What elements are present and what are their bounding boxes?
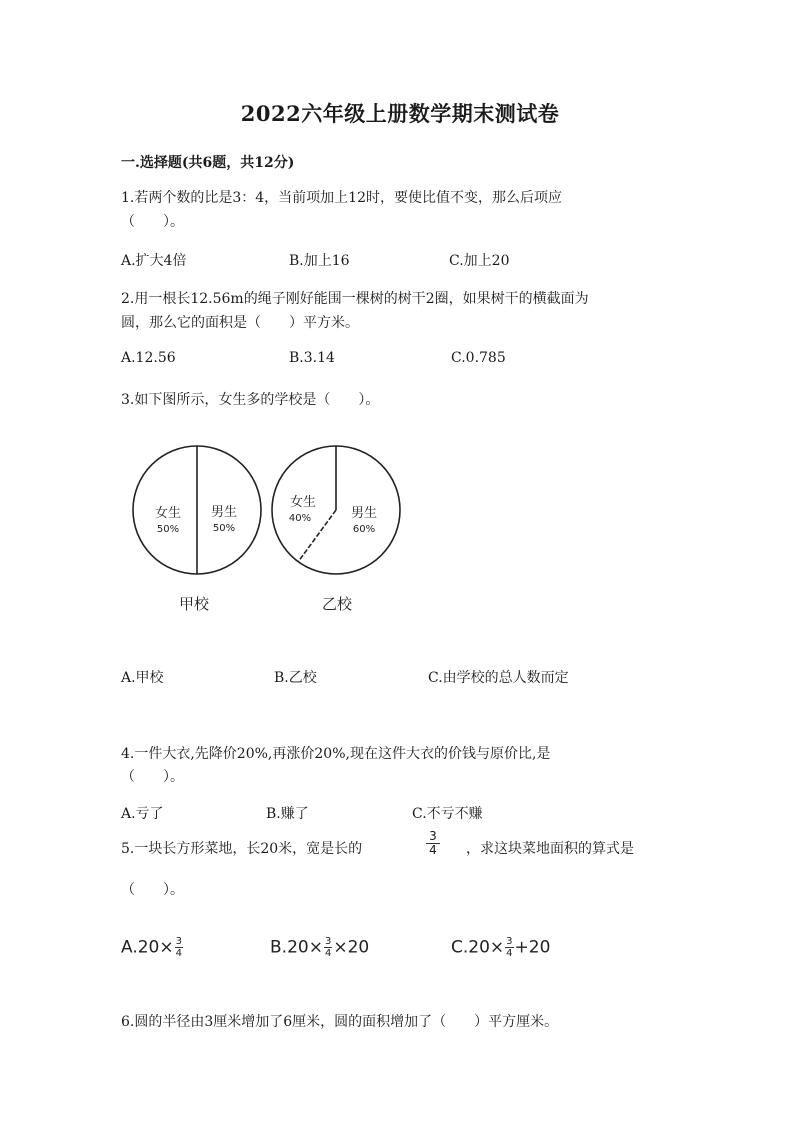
q5-option-c-den: 4 bbox=[506, 948, 513, 959]
q3-option-a: A.甲校 bbox=[121, 670, 164, 686]
school-b-girls-label: 女生 bbox=[289, 495, 317, 510]
q5-option-b-den: 4 bbox=[324, 948, 332, 959]
school-a-girls-label: 女生 bbox=[154, 506, 182, 521]
q5-option-c-prefix: C.20× bbox=[451, 937, 505, 958]
q5-option-a-prefix: A.20× bbox=[121, 937, 174, 958]
q5-option-c-fraction bbox=[505, 936, 513, 959]
q6-text-line1: 6.圆的半径由3厘米增加了6厘米，圆的面积增加了（ ）平方厘米。 bbox=[121, 1014, 559, 1030]
q3-text-line1: 3.如下图所示，女生多的学校是（ ）。 bbox=[121, 392, 380, 408]
school-b-boys-label: 男生 bbox=[350, 506, 378, 521]
q5-text-line1-b: ，求这块菜地面积的算式是 bbox=[466, 841, 634, 857]
q4-option-a: A.亏了 bbox=[121, 806, 164, 822]
q5-option-b-suffix: ×20 bbox=[333, 937, 370, 958]
q2-option-a: A.12.56 bbox=[121, 350, 176, 366]
q1-option-a: A.扩大4倍 bbox=[121, 253, 187, 269]
q1-option-c: C.加上20 bbox=[449, 253, 510, 269]
q1-text-line2: （ ）。 bbox=[121, 214, 184, 230]
q5-option-b-prefix: B.20× bbox=[270, 937, 323, 958]
pie-figure bbox=[120, 440, 420, 620]
q2-option-b: B.3.14 bbox=[289, 350, 335, 366]
q5-option-b-fraction bbox=[324, 936, 332, 959]
school-a-girls-pct: 50% bbox=[156, 524, 180, 535]
school-b-boys-pct: 60% bbox=[352, 524, 376, 535]
q2-option-c: C.0.785 bbox=[451, 350, 506, 366]
q5-option-c-suffix: +20 bbox=[514, 937, 551, 958]
q5-fraction-denominator: 4 bbox=[429, 843, 437, 857]
school-b-girls-pct: 40% bbox=[288, 513, 312, 524]
q2-text-line1: 2.用一根长12.56m的绳子刚好能围一棵树的树干2圈，如果树干的横截面为 bbox=[121, 291, 589, 307]
q4-text-line2: （ ）。 bbox=[121, 769, 184, 785]
q5-option-b bbox=[270, 936, 369, 959]
q5-option-b-num: 3 bbox=[324, 936, 332, 947]
school-a-boys-pct: 50% bbox=[212, 523, 236, 534]
school-b-name: 乙校 bbox=[321, 595, 353, 613]
q5-text-line2: （ ）。 bbox=[121, 882, 184, 898]
q5-option-a bbox=[121, 936, 184, 959]
q5-option-a-num: 3 bbox=[175, 936, 182, 947]
q3-option-b: B.乙校 bbox=[274, 670, 317, 686]
q4-text-line1: 4.一件大衣,先降价20%,再涨价20%,现在这件大衣的价钱与原价比,是 bbox=[121, 746, 551, 762]
section-heading: 一.选择题(共6题，共12分) bbox=[121, 155, 295, 171]
q5-fraction bbox=[426, 830, 440, 857]
q5-option-a-den: 4 bbox=[175, 948, 182, 959]
school-a-name: 甲校 bbox=[178, 595, 210, 613]
q1-text-line1: 1.若两个数的比是3：4，当前项加上12时，要使比值不变，那么后项应 bbox=[121, 190, 562, 206]
q5-option-c-num: 3 bbox=[506, 936, 513, 947]
page-title: 2022六年级上册数学期末测试卷 bbox=[240, 101, 560, 126]
q5-option-c bbox=[451, 936, 550, 959]
q3-option-c: C.由学校的总人数而定 bbox=[428, 670, 569, 686]
school-a-boys-label: 男生 bbox=[210, 505, 238, 520]
q5-text-line1-a: 5.一块长方形菜地，长20米，宽是长的 bbox=[121, 841, 363, 857]
q2-text-line2: 圆，那么它的面积是（ ）平方米。 bbox=[121, 315, 359, 331]
q5-option-a-fraction bbox=[175, 936, 183, 959]
q5-fraction-numerator: 3 bbox=[426, 830, 440, 844]
q1-option-b: B.加上16 bbox=[289, 253, 350, 269]
q4-option-c: C.不亏不赚 bbox=[412, 806, 483, 822]
q4-option-b: B.赚了 bbox=[266, 806, 309, 822]
